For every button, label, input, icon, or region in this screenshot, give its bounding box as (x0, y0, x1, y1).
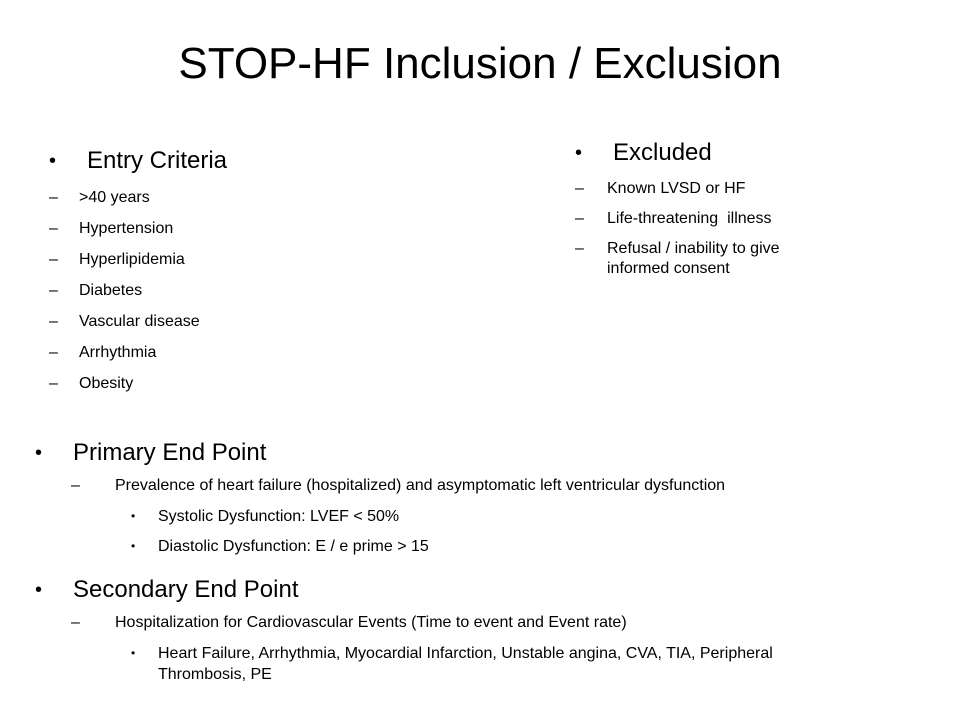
list-item-text: Hyperlipidemia (79, 251, 185, 268)
dash-icon: – (71, 477, 80, 494)
list-item-text: Life-threatening illness (607, 210, 772, 227)
list-item-text: Obesity (79, 375, 134, 392)
excluded-heading-row (575, 138, 905, 168)
excluded-list (575, 179, 905, 279)
dash-icon: – (49, 189, 58, 206)
entry-criteria-heading-row (49, 146, 469, 176)
list-item (49, 281, 469, 301)
list-item-text: Vascular disease (79, 313, 200, 330)
bullet-icon: • (575, 142, 583, 164)
list-item (49, 188, 469, 208)
list-item (49, 343, 469, 363)
primary-detail-text: Diastolic Dysfunction: E / e prime > 15 (158, 538, 429, 555)
list-item (575, 239, 905, 279)
bullet-icon: • (35, 579, 43, 601)
primary-detail-text: Systolic Dysfunction: LVEF < 50% (158, 508, 400, 525)
secondary-end-point-heading-row (35, 575, 935, 605)
list-item-text: >40 years (79, 189, 150, 206)
primary-end-point-description (71, 476, 935, 496)
list-item (49, 312, 469, 332)
entry-criteria-heading: Entry Criteria (87, 147, 228, 174)
bullet-icon: • (131, 539, 136, 553)
list-item (575, 179, 905, 199)
dash-icon: – (575, 180, 584, 197)
bullet-icon: • (131, 509, 136, 523)
list-item (49, 219, 469, 239)
secondary-end-point-description (71, 613, 935, 633)
list-item (49, 250, 469, 270)
secondary-detail-item (131, 643, 838, 685)
list-item (575, 209, 905, 229)
list-item-text: Known LVSD or HF (607, 180, 746, 197)
bullet-icon: • (49, 150, 57, 172)
dash-icon: – (49, 220, 58, 237)
primary-detail-item (131, 506, 935, 527)
list-item-text: Diabetes (79, 282, 143, 299)
primary-end-point-section (35, 438, 935, 566)
entry-criteria-section (49, 146, 469, 405)
slide-title: STOP-HF Inclusion / Exclusion (178, 39, 782, 88)
bullet-icon: • (131, 646, 136, 660)
dash-icon: – (49, 344, 58, 361)
list-item (49, 374, 469, 394)
dash-icon: – (71, 614, 80, 631)
excluded-section (575, 138, 905, 289)
dash-icon: – (49, 313, 58, 330)
dash-icon: – (49, 375, 58, 392)
entry-criteria-list (49, 188, 469, 394)
list-item-text: Refusal / inability to give informed consent (607, 240, 780, 277)
dash-icon: – (575, 240, 584, 257)
dash-icon: – (575, 210, 584, 227)
primary-end-point-heading: Primary End Point (73, 439, 267, 466)
list-item-text: Arrhythmia (79, 344, 157, 361)
dash-icon: – (49, 251, 58, 268)
bullet-icon: • (35, 442, 43, 464)
primary-end-point-text: Prevalence of heart failure (hospitalized) and asymptomatic left ventricular dysfunction (115, 477, 726, 494)
excluded-heading: Excluded (613, 139, 712, 166)
secondary-detail-text: Heart Failure, Arrhythmia, Myocardial Infarction, Unstable angina, CVA, TIA, Peripheral Thrombosis, PE (158, 645, 773, 683)
dash-icon: – (49, 282, 58, 299)
secondary-end-point-text: Hospitalization for Cardiovascular Events (Time to event and Event rate) (115, 614, 627, 631)
secondary-end-point-heading: Secondary End Point (73, 576, 299, 603)
list-item-text: Hypertension (79, 220, 174, 237)
primary-detail-item (131, 536, 935, 557)
secondary-end-point-section (35, 575, 935, 685)
primary-end-point-heading-row (35, 438, 935, 468)
